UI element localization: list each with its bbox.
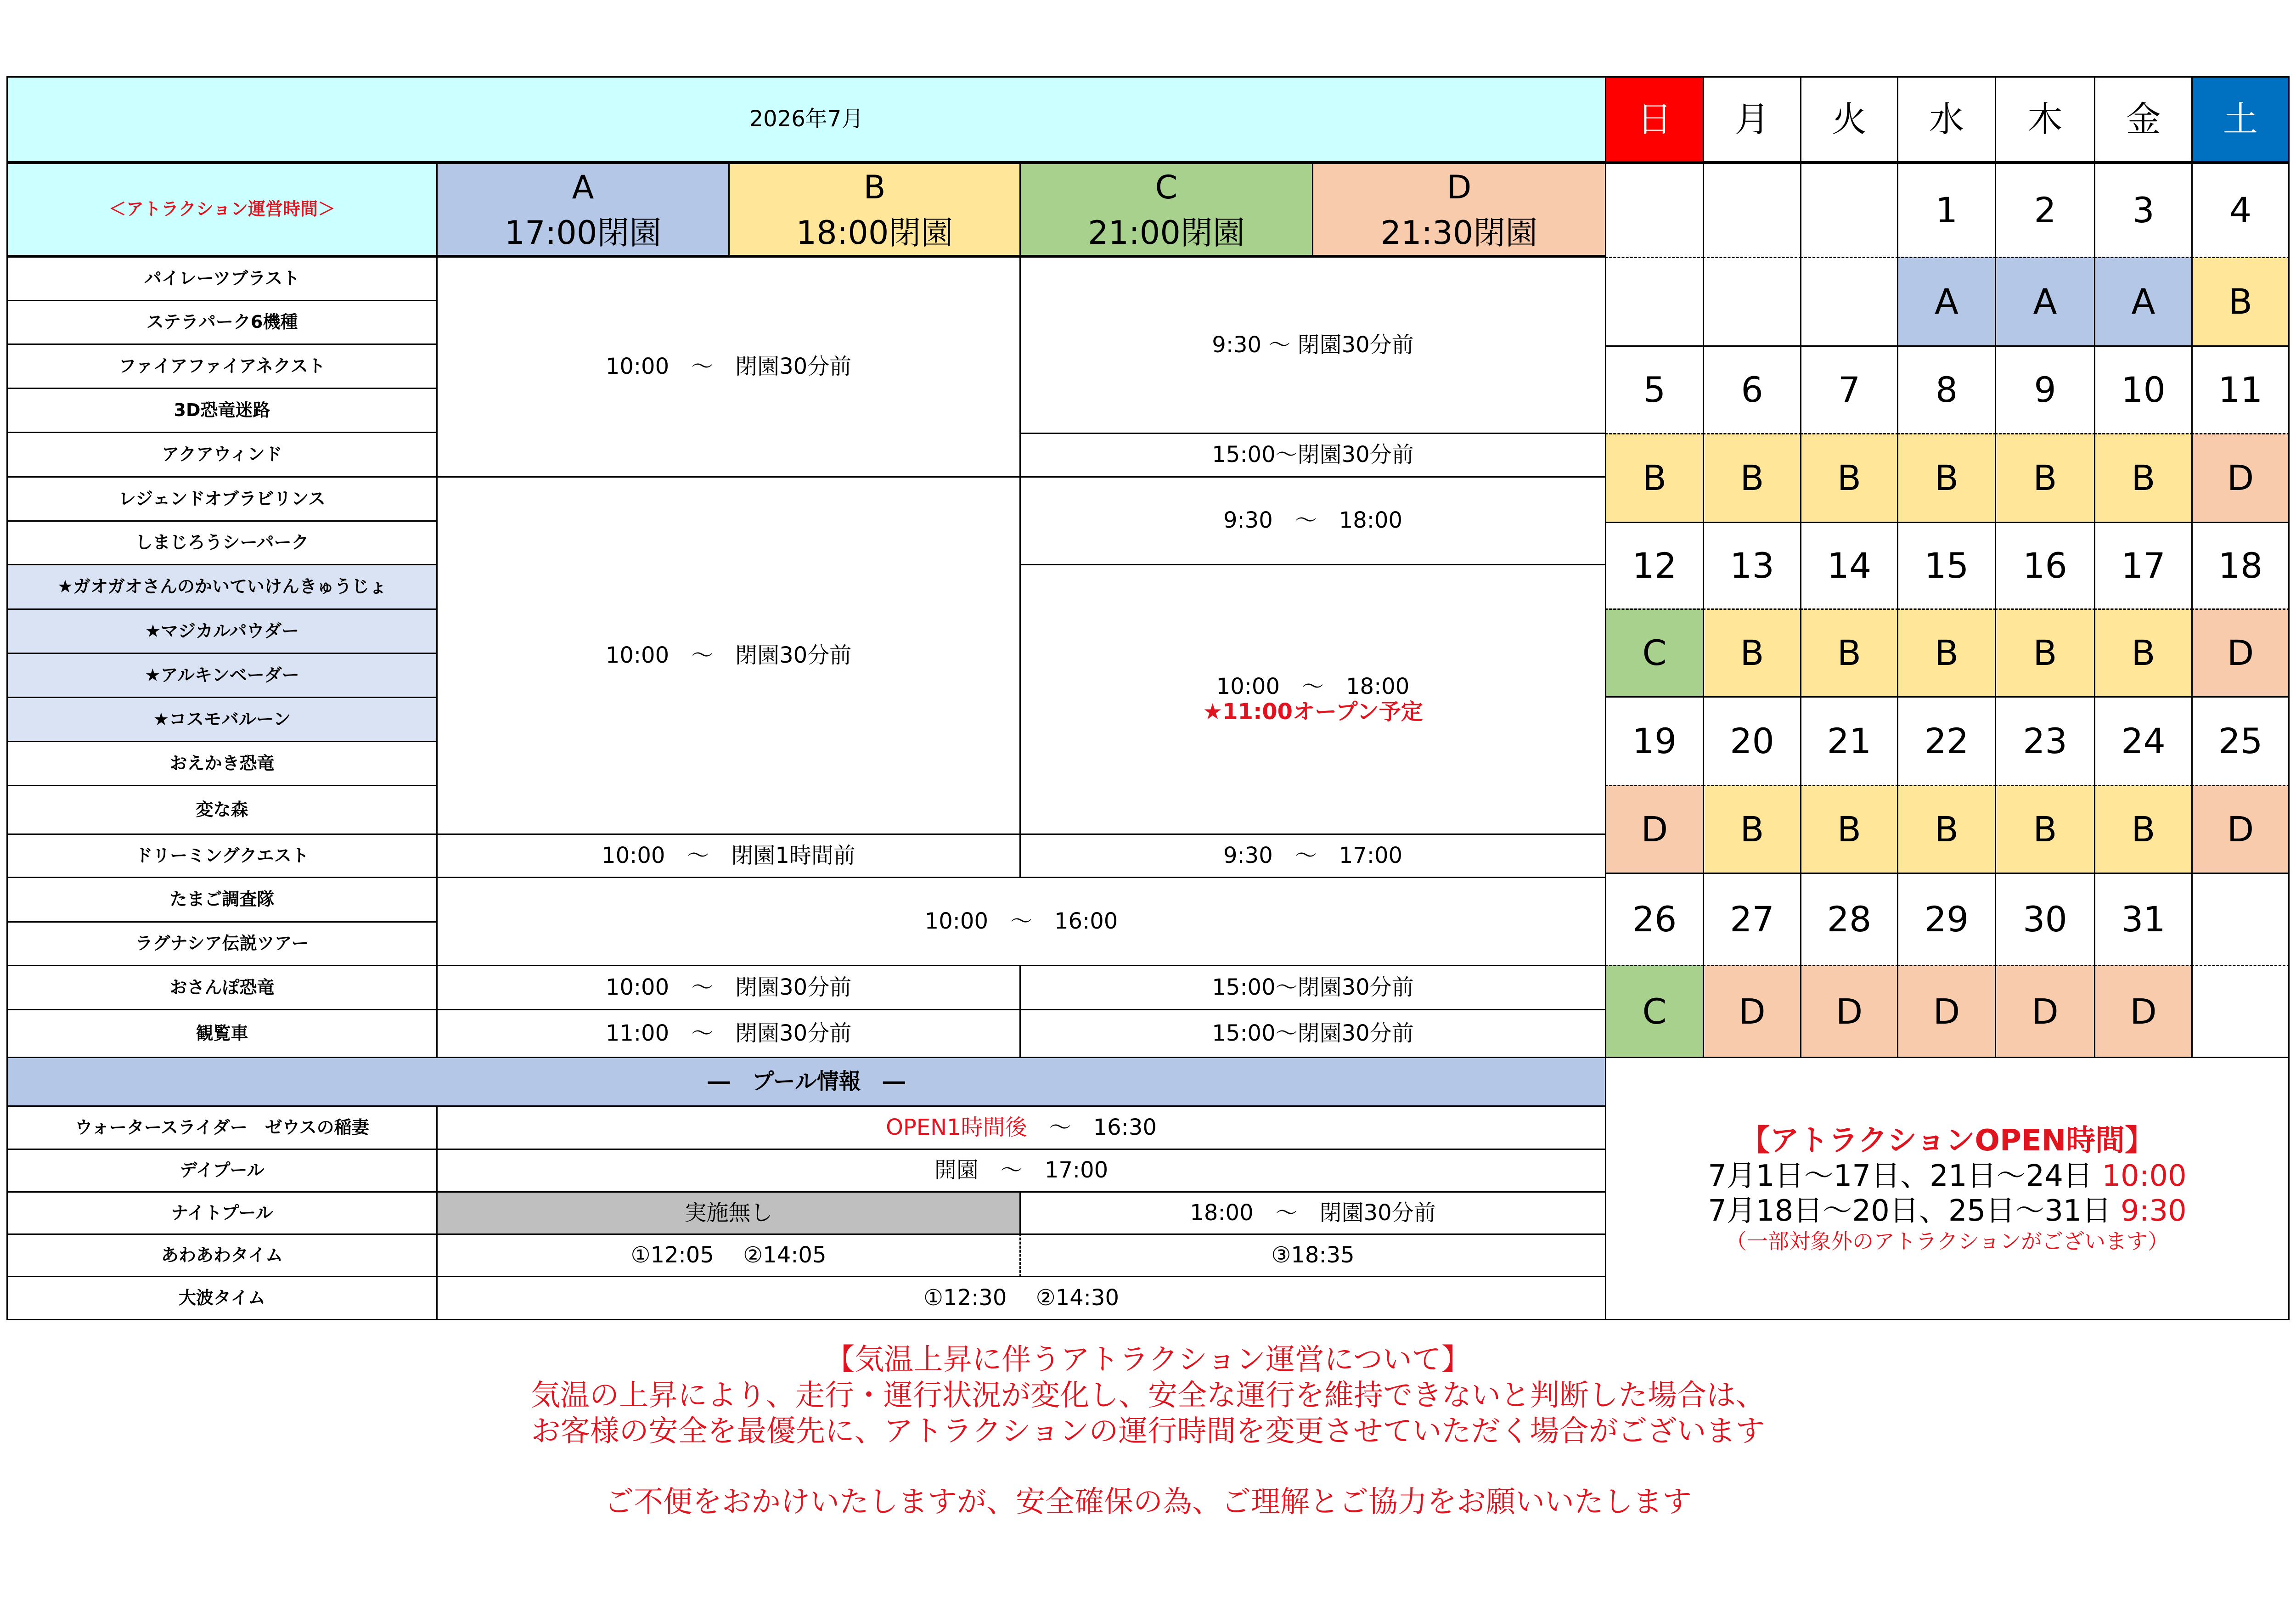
column-a-closing-time: 17:00閉園 (436, 211, 730, 256)
calendar-day-schedule-code: B (2191, 257, 2290, 347)
notice-line-3: ご不便をおかけいたしますが、安全確保の為、ご理解とご協力をお願いいたします (604, 1485, 1692, 1519)
open-time-line2 (1708, 1194, 2187, 1228)
pool-row-water-slider: ウォータースライダー ゼウスの稲妻 (6, 1105, 438, 1150)
kanransha-cd-time: 15:00～閉園30分前 (1019, 1009, 1606, 1058)
column-d-letter: D (1312, 163, 1606, 212)
attraction-name: アクアウィンド (6, 432, 438, 478)
calendar-day: 12 (1605, 522, 1704, 610)
weekday-tuesday: 火 (1800, 76, 1898, 163)
column-b-closing-time: 18:00閉園 (728, 211, 1021, 256)
star-open-note: ★11:00オープン予定 (1203, 699, 1423, 725)
attraction-name: ファイアファイアネクスト (6, 344, 438, 389)
attraction-name: 観覧車 (6, 1009, 438, 1058)
calendar-day-schedule-code: B (1995, 433, 2095, 523)
calendar-day (1703, 163, 1801, 258)
calendar-day: 5 (1605, 345, 1704, 434)
attraction-name: ドリーミングクエスト (6, 834, 438, 878)
pool-info-header: ― プール情報 ― (6, 1057, 1606, 1107)
tamago-lagnasia-time: 10:00 ～ 16:00 (436, 877, 1606, 966)
onami-time: ①12:30 ②14:30 (436, 1276, 1606, 1320)
calendar-day-schedule-code (1703, 257, 1801, 347)
calendar-day-schedule-code: D (1897, 965, 1996, 1058)
attraction-name: 変な森 (6, 785, 438, 835)
calendar-day-schedule-code: B (1897, 433, 1996, 523)
shimajiro-cd-time: 9:30 ～ 18:00 (1019, 476, 1606, 565)
weekday-wednesday: 水 (1897, 76, 1996, 163)
calendar-day: 15 (1897, 522, 1996, 610)
attraction-name: しまじろうシーパーク (6, 520, 438, 565)
calendar-day: 18 (2191, 522, 2290, 610)
calendar-day-schedule-code: B (2094, 785, 2193, 874)
calendar-day: 20 (1703, 696, 1801, 786)
weekday-friday: 金 (2094, 76, 2193, 163)
attraction-name: 3D恐竜迷路 (6, 388, 438, 433)
open-time-info (1605, 1057, 2290, 1320)
kanransha-ab-time: 11:00 ～ 閉園30分前 (436, 1009, 1021, 1058)
calendar-day: 26 (1605, 873, 1704, 966)
calendar-day-schedule-code (2191, 965, 2290, 1058)
calendar-day-schedule-code: D (1605, 785, 1704, 874)
calendar-day-schedule-code: A (1995, 257, 2095, 347)
attraction-name: おえかき恐竜 (6, 741, 438, 786)
water-slider-time (436, 1105, 1606, 1150)
calendar-day-schedule-code (1605, 257, 1704, 347)
calendar-day-schedule-code: A (2094, 257, 2193, 347)
column-a-letter: A (436, 163, 730, 212)
calendar-day: 21 (1800, 696, 1898, 786)
calendar-day: 29 (1897, 873, 1996, 966)
attraction-name: レジェンドオブラビリンス (6, 476, 438, 522)
calendar-day-schedule-code: B (1995, 785, 2095, 874)
open-time-title: 【アトラクションOPEN時間】 (1740, 1124, 2155, 1158)
weekday-monday: 月 (1703, 76, 1801, 163)
attraction-name: ラグナシア伝説ツアー (6, 921, 438, 966)
awaawa-ab: ①12:05 ②14:05 (436, 1233, 1021, 1277)
calendar-day-schedule-code: A (1897, 257, 1996, 347)
water-slider-open-prefix: OPEN1時間後 (886, 1114, 1027, 1140)
calendar-day: 3 (2094, 163, 2193, 258)
schedule-header-label: ＜アトラクション運営時間＞ (6, 163, 438, 256)
osanpo-ab-time: 10:00 ～ 閉園30分前 (436, 965, 1021, 1010)
awaawa-cd: ③18:35 (1019, 1233, 1606, 1277)
month-title: 2026年7月 (6, 76, 1606, 163)
weekday-saturday: 土 (2191, 76, 2290, 163)
calendar-day-schedule-code: D (1703, 965, 1801, 1058)
calendar-day (2191, 873, 2290, 966)
calendar-day-schedule-code: B (1800, 433, 1898, 523)
calendar-day-schedule-code: B (2094, 608, 2193, 698)
calendar-day-schedule-code: C (1605, 608, 1704, 698)
star-attractions-cd-time (1019, 564, 1606, 835)
notice-line-1: 気温の上昇により、走行・運行状況が変化し、安全な運行を維持できないと判断した場合は、 (531, 1379, 1765, 1413)
notice-line-2: お客様の安全を最優先に、アトラクションの運行時間を変更させていただく場合がございます (531, 1414, 1765, 1448)
calendar-day: 25 (2191, 696, 2290, 786)
pool-row-day-pool: デイプール (6, 1149, 438, 1193)
group1-cd-time: 9:30 ～ 閉園30分前 (1019, 256, 1606, 434)
calendar-day-schedule-code: B (1800, 608, 1898, 698)
calendar-day: 19 (1605, 696, 1704, 786)
attraction-name: ★アルキンベーダー (6, 653, 438, 698)
attraction-name: ステラパーク6機種 (6, 300, 438, 345)
pool-row-night-pool: ナイトプール (6, 1191, 438, 1235)
attraction-name: ★コスモバルーン (6, 697, 438, 742)
calendar-day: 1 (1897, 163, 1996, 258)
calendar-day (1800, 163, 1898, 258)
calendar-day: 22 (1897, 696, 1996, 786)
calendar-day: 8 (1897, 345, 1996, 434)
calendar-day: 17 (2094, 522, 2193, 610)
open-time-line2-time: 9:30 (2121, 1194, 2187, 1228)
column-b-letter: B (728, 163, 1021, 212)
aquawind-cd-time: 15:00～閉園30分前 (1019, 433, 1606, 478)
calendar-day: 14 (1800, 522, 1898, 610)
calendar-day-schedule-code: B (1897, 608, 1996, 698)
calendar-day: 9 (1995, 345, 2095, 434)
weekday-thursday: 木 (1995, 76, 2095, 163)
open-time-note: （一部対象外のアトラクションがございます） (1725, 1229, 2169, 1254)
calendar-day-schedule-code: B (1800, 785, 1898, 874)
water-slider-open-suffix: ～ 16:30 (1027, 1114, 1157, 1140)
column-c-closing-time: 21:00閉園 (1019, 211, 1313, 256)
calendar-day-schedule-code: D (2191, 785, 2290, 874)
night-pool-ab: 実施無し (436, 1191, 1021, 1235)
calendar-day-schedule-code: B (2094, 433, 2193, 523)
calendar-day: 31 (2094, 873, 2193, 966)
star-cd-time-text: 10:00 ～ 18:00 (1216, 673, 1410, 699)
calendar-day: 6 (1703, 345, 1801, 434)
calendar-day: 23 (1995, 696, 2095, 786)
night-pool-cd: 18:00 ～ 閉園30分前 (1019, 1191, 1606, 1235)
calendar-day-schedule-code: D (2191, 433, 2290, 523)
calendar-day: 30 (1995, 873, 2095, 966)
calendar-day-schedule-code: B (1703, 785, 1801, 874)
calendar-day-schedule-code (1800, 257, 1898, 347)
calendar-day-schedule-code: B (1995, 608, 2095, 698)
calendar-day-schedule-code: C (1605, 965, 1704, 1058)
calendar-day-schedule-code: D (1800, 965, 1898, 1058)
attraction-name: パイレーツブラスト (6, 256, 438, 301)
attraction-name: ★マジカルパウダー (6, 608, 438, 654)
attraction-name: たまご調査隊 (6, 877, 438, 923)
calendar-day: 16 (1995, 522, 2095, 610)
weekday-sunday: 日 (1605, 76, 1704, 163)
pool-row-onami: 大波タイム (6, 1276, 438, 1320)
group2-ab-time: 10:00 ～ 閉園30分前 (436, 476, 1021, 835)
calendar-day-schedule-code: B (1605, 433, 1704, 523)
calendar-day: 24 (2094, 696, 2193, 786)
calendar-day: 4 (2191, 163, 2290, 258)
dreaming-ab-time: 10:00 ～ 閉園1時間前 (436, 834, 1021, 878)
calendar-day (1605, 163, 1704, 258)
calendar-day-schedule-code: B (1703, 608, 1801, 698)
day-pool-time: 開園 ～ 17:00 (436, 1149, 1606, 1193)
open-time-line2-dates: 7月18日～20日、25日～31日 (1708, 1194, 2121, 1228)
open-time-line1-dates: 7月1日～17日、21日～24日 (1708, 1159, 2102, 1193)
osanpo-cd-time: 15:00～閉園30分前 (1019, 965, 1606, 1010)
calendar-day: 10 (2094, 345, 2193, 434)
column-d-closing-time: 21:30閉園 (1312, 211, 1606, 256)
attraction-name: おさんぽ恐竜 (6, 965, 438, 1010)
pool-row-awaawa: あわあわタイム (6, 1233, 438, 1277)
calendar-day-schedule-code: D (2191, 608, 2290, 698)
calendar-day: 27 (1703, 873, 1801, 966)
calendar-day-schedule-code: B (1897, 785, 1996, 874)
calendar-day: 13 (1703, 522, 1801, 610)
calendar-day: 11 (2191, 345, 2290, 434)
calendar-day-schedule-code: D (1995, 965, 2095, 1058)
attraction-name: ★ガオガオさんのかいていけんきゅうじょ (6, 564, 438, 610)
calendar-day: 28 (1800, 873, 1898, 966)
calendar-day: 7 (1800, 345, 1898, 434)
open-time-line1 (1708, 1159, 2187, 1194)
calendar-day-schedule-code: B (1703, 433, 1801, 523)
calendar-day-schedule-code: D (2094, 965, 2193, 1058)
open-time-line1-time: 10:00 (2102, 1159, 2187, 1193)
group1-ab-time: 10:00 ～ 閉園30分前 (436, 256, 1021, 478)
calendar-day: 2 (1995, 163, 2095, 258)
column-c-letter: C (1019, 163, 1313, 212)
dreaming-cd-time: 9:30 ～ 17:00 (1019, 834, 1606, 878)
notice-title: 【気温上昇に伴うアトラクション運営について】 (825, 1343, 1471, 1377)
